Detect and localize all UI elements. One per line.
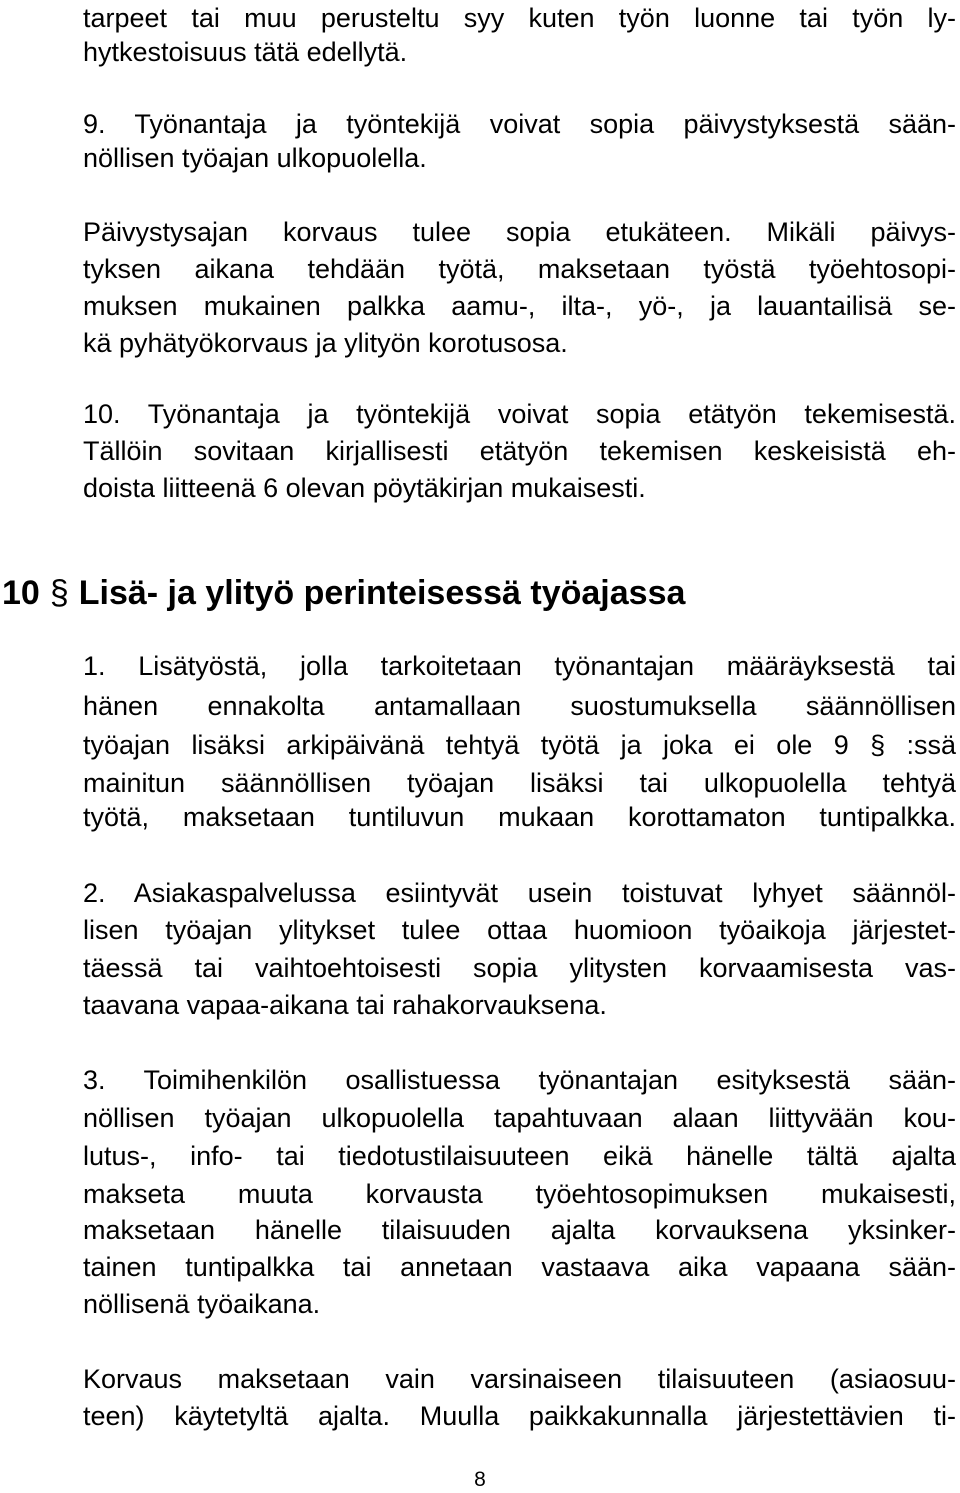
text-line: 1. Lisätyöstä, jolla tarkoitetaan työnantajan määräyksestä tai	[83, 651, 956, 681]
text-line: Korvaus maksetaan vain varsinaiseen tilaisuuteen (asiaosuu-	[83, 1364, 956, 1394]
text-line: 3. Toimihenkilön osallistuessa työnantajan esityksestä sään-	[83, 1065, 956, 1095]
text-line: muksen mukainen palkka aamu-, ilta-, yö-, ja lauantailisä se-	[83, 291, 956, 321]
text-line: makseta muuta korvausta työehtosopimuksen mukaisesti,	[83, 1179, 956, 1209]
text-line: nöllisen työajan ulkopuolella.	[83, 143, 427, 173]
text-line: hytkestoisuus tätä edellytä.	[83, 37, 408, 67]
text-line: nöllisen työajan ulkopuolella tapahtuvaan alaan liittyvään kou-	[83, 1103, 956, 1133]
text-line: tainen tuntipalkka tai annetaan vastaava aika vapaana sään-	[83, 1252, 956, 1282]
section-heading	[2, 573, 685, 613]
text-line: tyksen aikana tehdään työtä, maksetaan työstä työehtosopi-	[83, 254, 956, 284]
text-line: kä pyhätyökorvaus ja ylityön korotusosa.	[83, 328, 568, 358]
text-line: teen) käytetyltä ajalta. Muulla paikkakunnalla järjestettävien ti-	[83, 1401, 956, 1431]
text-line: Tällöin sovitaan kirjallisesti etätyön tekemisen keskeisistä eh-	[83, 436, 956, 466]
text-line: tarpeet tai muu perusteltu syy kuten työn luonne tai työn ly-	[83, 3, 956, 33]
text-line: doista liitteenä 6 olevan pöytäkirjan mukaisesti.	[83, 473, 646, 503]
text-line: työtä, maksetaan tuntiluvun mukaan korottamaton tuntipalkka.	[83, 802, 956, 832]
section-title: Lisä- ja ylityö perinteisessä työajassa	[78, 574, 686, 612]
text-line: lisen työajan ylitykset tulee ottaa huomioon työaikoja järjestet-	[83, 915, 956, 945]
text-line: nöllisenä työaikana.	[83, 1289, 321, 1319]
text-line: mainitun säännöllisen työajan lisäksi tai ulkopuolella tehtyä	[83, 768, 956, 798]
text-line: työajan lisäksi arkipäivänä tehtyä työtä ja joka ei ole 9 § :ssä	[83, 730, 956, 760]
section-number: 10	[2, 574, 40, 612]
text-line: 9. Työnantaja ja työntekijä voivat sopia päivystyksestä sään-	[83, 109, 956, 139]
text-line: täessä tai vaihtoehtoisesti sopia ylitysten korvaamisesta vas-	[83, 953, 956, 983]
text-line: hänen ennakolta antamallaan suostumuksella säännöllisen	[83, 691, 956, 721]
text-line: Päivystysajan korvaus tulee sopia etukäteen. Mikäli päivys-	[83, 217, 956, 247]
section-sign: §	[49, 574, 69, 612]
text-line: taavana vapaa-aikana tai rahakorvauksena.	[83, 990, 607, 1020]
page-number: 8	[474, 1468, 486, 1491]
text-line: 10. Työnantaja ja työntekijä voivat sopia etätyön tekemisestä.	[83, 399, 956, 429]
text-line: lutus-, info- tai tiedotustilaisuuteen eikä hänelle tältä ajalta	[83, 1141, 956, 1171]
text-line: 2. Asiakaspalvelussa esiintyvät usein toistuvat lyhyet säännöl-	[83, 878, 956, 908]
text-line: maksetaan hänelle tilaisuuden ajalta korvauksena yksinker-	[83, 1215, 956, 1245]
